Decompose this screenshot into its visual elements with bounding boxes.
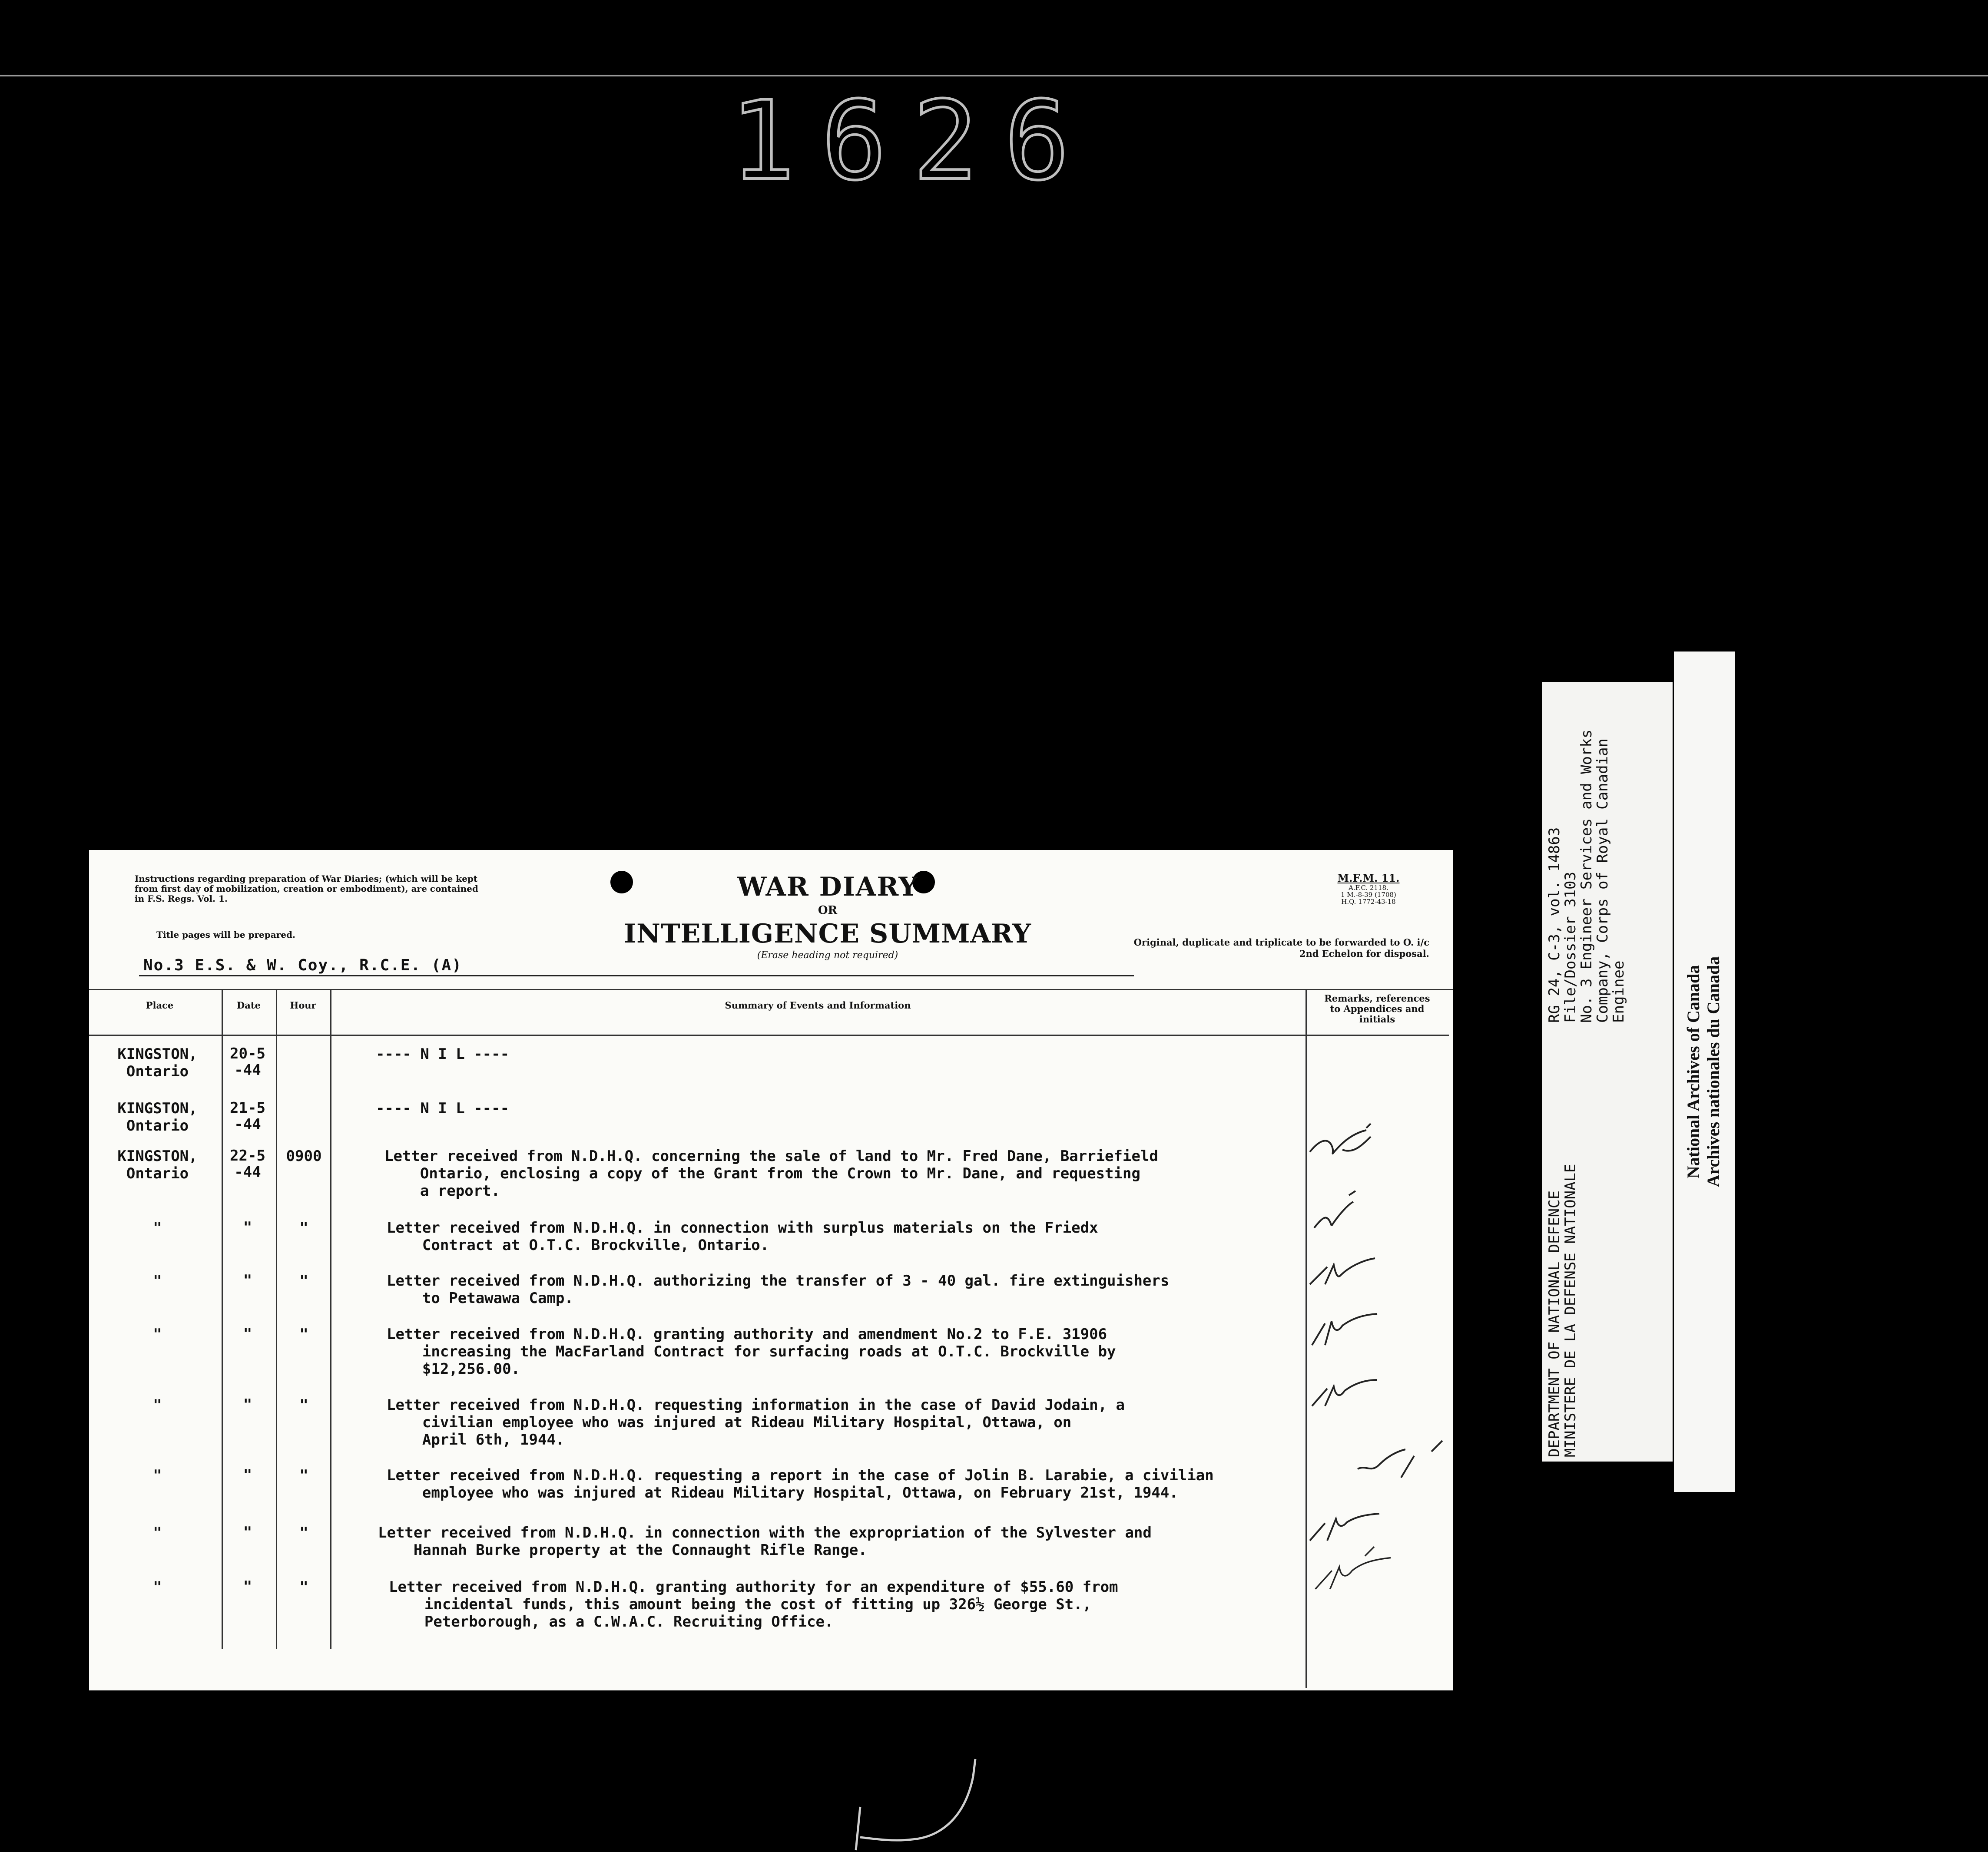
archive-reference-label — [1542, 682, 1673, 1462]
form-ref: A.F.C. 2118. — [1349, 884, 1388, 892]
entry-place: KINGSTON, Ontario — [117, 1045, 198, 1080]
entry-place: KINGSTON, Ontario — [117, 1148, 198, 1182]
form-heading — [563, 872, 1093, 961]
entry-summary: Letter received from N.D.H.Q. in connection with the expropriation of the Sylvester and Hannah Burke property at the Connaught Rifle Range. — [378, 1524, 1152, 1559]
entry-place: " — [153, 1219, 162, 1237]
entry-hour: " — [299, 1578, 308, 1596]
entry-place: " — [153, 1467, 162, 1484]
entry-summary: Letter received from N.D.H.Q. granting authority for an expenditure of $55.60 from incidental funds, this amount being the cost of fitting up 326½ George St., Peterborough, as a C.W.A.C. Recruiting Office. — [389, 1578, 1118, 1630]
column-divider — [330, 989, 331, 1649]
handwritten-initials — [1349, 1439, 1453, 1486]
archive-reference: RG 24, C-3, vol. 14863 File/Dossier 3103 No. 3 Engineer Services and Works Company, Corps of Royal Canadian Enginee — [1546, 729, 1627, 1023]
entry-hour: " — [299, 1396, 308, 1414]
entry-hour: " — [299, 1326, 308, 1343]
table-header-rule — [89, 1035, 1449, 1036]
entry-summary: ---- N I L ---- — [376, 1100, 510, 1117]
column-divider — [276, 989, 277, 1649]
entry-date: " — [243, 1466, 252, 1484]
header-place: Place — [146, 1000, 174, 1011]
form-instructions: Instructions regarding preparation of War Diaries; (which will be kept from first day of mobilization, creation or embodiment), are contained in F.S. Regs. Vol. 1. — [135, 873, 478, 904]
national-archives-strip — [1674, 652, 1735, 1492]
entry-summary: Letter received from N.D.H.Q. in connection with surplus materials on the Friedx Contract at O.T.C. Brockville, Ontario. — [387, 1219, 1098, 1254]
entry-place: KINGSTON, Ontario — [117, 1100, 198, 1134]
header-hour: Hour — [290, 1000, 316, 1011]
national-archives-stamp: National Archives of Canada Archives nationales du Canada — [1683, 956, 1723, 1187]
form-code-block — [1316, 872, 1421, 905]
handwritten-initials — [1301, 1545, 1414, 1593]
entry-hour: " — [299, 1272, 308, 1290]
table-top-rule — [89, 989, 1453, 990]
entry-date: " — [243, 1396, 252, 1413]
archive-department: DEPARTMENT OF NATIONAL DEFENCE MINISTERE DE LA DEFENSE NATIONALE — [1546, 1164, 1579, 1457]
form-ref: 1 M.-8-39 (1708) — [1341, 891, 1396, 899]
entry-date: " — [243, 1219, 252, 1236]
header-summary: Summary of Events and Information — [725, 1000, 911, 1011]
entry-place: " — [153, 1524, 162, 1541]
entry-summary: Letter received from N.D.H.Q. requesting information in the case of David Jodain, a civilian employee who was injured at Rideau Military Hospital, Ottawa, on April 6th, 1944. — [387, 1396, 1125, 1449]
heading-war-diary: WAR DIARY — [737, 872, 918, 902]
entry-date: " — [243, 1578, 252, 1595]
unit-underline — [139, 975, 1134, 976]
bottom-handwritten-mark — [852, 1750, 1051, 1852]
entry-summary: Letter received from N.D.H.Q. requesting a report in the case of Jolin B. Larabie, a civilian employee who was injured at Rideau Military Hospital, Ottawa, on February 21st, 1944. — [387, 1467, 1214, 1501]
entry-date: " — [243, 1272, 252, 1289]
war-diary-sheet — [89, 850, 1453, 1690]
erase-heading-note: (Erase heading not required) — [757, 950, 898, 961]
entry-summary: Letter received from N.D.H.Q. granting authority and amendment No.2 to F.E. 31906 increasing the MacFarland Contract for surfacing roads at O.T.C. Brockville by $12,256.00. — [387, 1326, 1116, 1378]
handwritten-initials — [1301, 1302, 1392, 1349]
handwritten-initials — [1301, 1497, 1392, 1545]
heading-intelligence-summary: INTELLIGENCE SUMMARY — [624, 919, 1031, 949]
forwarding-note: Original, duplicate and triplicate to be forwarded to O. i/c 2nd Echelon for disposal. — [1133, 937, 1429, 959]
handwritten-initials — [1301, 1187, 1392, 1234]
entry-summary: ---- N I L ---- — [376, 1045, 510, 1063]
entry-date: 21-5 -44 — [230, 1099, 265, 1133]
entry-summary: Letter received from N.D.H.Q. authorizing the transfer of 3 - 40 gal. fire extinguishers to Petawawa Camp. — [387, 1272, 1170, 1307]
entry-date: " — [243, 1325, 252, 1343]
entry-place: " — [153, 1396, 162, 1414]
heading-or: OR — [818, 904, 838, 917]
column-divider — [222, 989, 223, 1649]
film-top-rule — [0, 75, 1988, 76]
entry-place: " — [153, 1578, 162, 1596]
handwritten-initials — [1301, 1119, 1392, 1167]
entry-summary: Letter received from N.D.H.Q. concerning the sale of land to Mr. Fred Dane, Barriefield Ontario, enclosing a copy of the Grant from the Crown to Mr. Dane, and requesting a report. — [384, 1148, 1158, 1200]
form-code: M.F.M. 11. — [1337, 872, 1400, 884]
header-date: Date — [237, 1000, 261, 1011]
header-remarks: Remarks, references to Appendices and initials — [1324, 993, 1430, 1025]
entry-hour: " — [299, 1219, 308, 1237]
entry-date: 20-5 -44 — [230, 1045, 265, 1079]
entry-date: " — [243, 1524, 252, 1541]
entry-place: " — [153, 1272, 162, 1290]
handwritten-initials — [1301, 1365, 1392, 1412]
handwritten-initials — [1301, 1245, 1392, 1293]
entry-date: 22-5 -44 — [230, 1147, 265, 1181]
entry-hour: 0900 — [286, 1148, 322, 1165]
entry-hour: " — [299, 1524, 308, 1541]
microfilm-frame-number: 1626 — [730, 78, 1096, 204]
entry-place: " — [153, 1326, 162, 1343]
form-ref: H.Q. 1772-43-18 — [1341, 898, 1396, 906]
unit-name: No.3 E.S. & W. Coy., R.C.E. (A) — [143, 956, 462, 974]
title-pages-note: Title pages will be prepared. — [156, 929, 295, 940]
entry-hour: " — [299, 1467, 308, 1484]
